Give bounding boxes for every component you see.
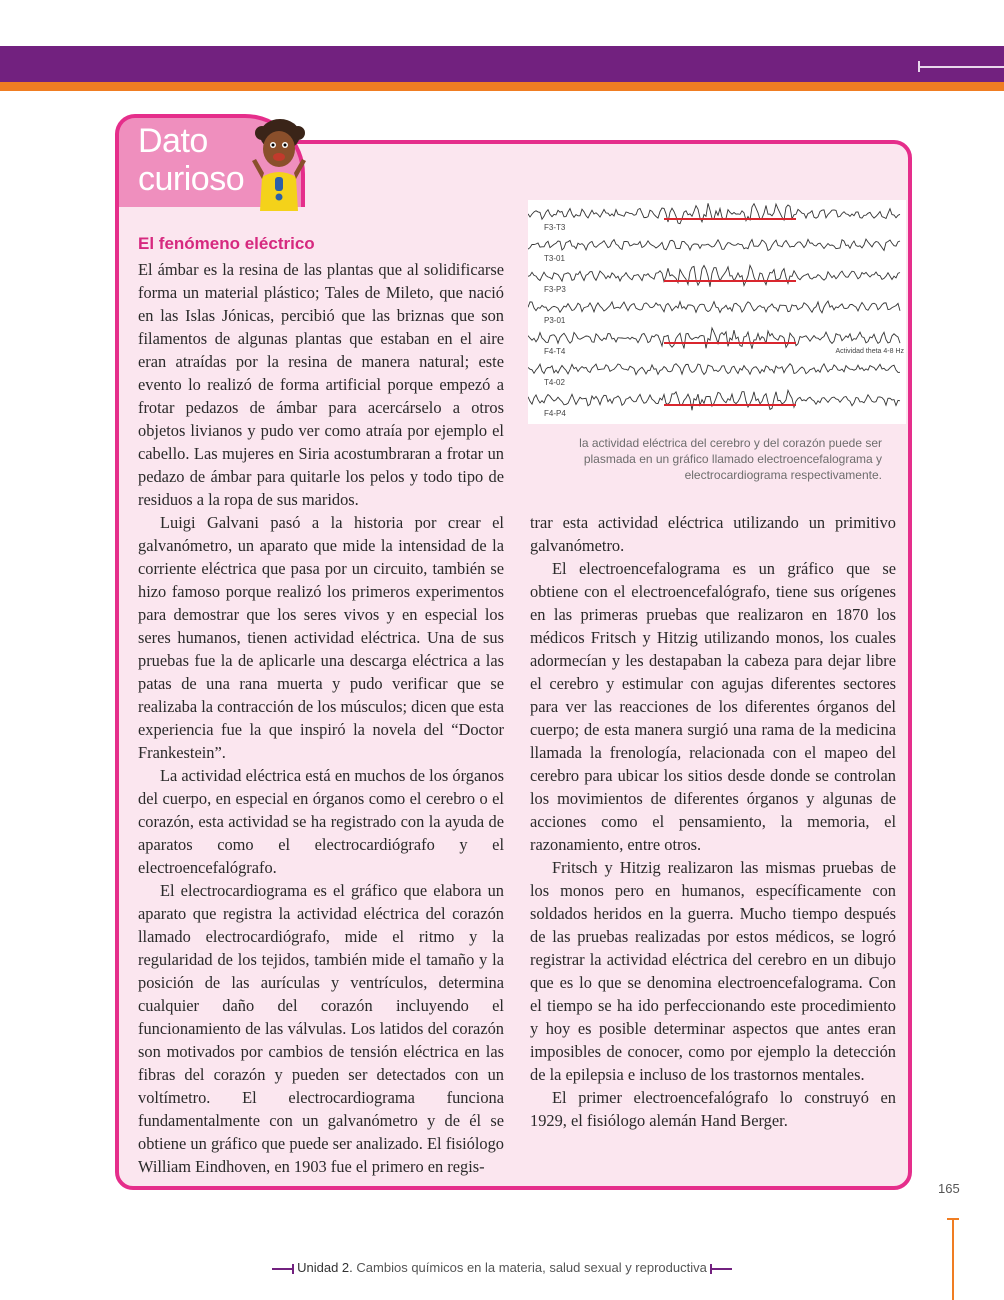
eeg-trace [528,328,900,349]
eeg-channel-label: F4-T4 [544,347,566,356]
eeg-trace [528,239,900,250]
eeg-channel-label: F3-T3 [544,223,566,232]
footer [0,1260,1004,1275]
paragraph: El electrocardiograma es el gráfico que elabora un aparato que registra la actividad eléctrica del corazón llamado electrocardiógrafo, mide el ritmo y la regularidad de los tejidos, también mide el tamaño y la posición de las aurículas y ventrículos, determina cualquier daño del corazón incluyendo el funcionamiento de las válvulas. Los latidos del corazón son motivados por cambios de tensión eléctrica en las fibras del corazón y pueden ser detectados con un voltímetro. El electrocardiograma funciona fundamentalmente con un galvanómetro y de él se obtiene un gráfico que puede ser analizado. El fisiólogo William Eindhoven, en 1903 fue el primero en regis- [138,881,504,1176]
eeg-trace [528,390,900,410]
header-band [0,46,1004,82]
page-number: 165 [938,1181,960,1196]
eeg-channel-label: T4-02 [544,378,565,387]
section-title: El fenómeno eléctrico [138,234,315,253]
paragraph: La actividad eléctrica está en muchos de los órganos del cuerpo, en especial en órganos como el cerebro o el corazón, esta actividad se ha registrado con la ayuda de aparatos como el electrocardiógrafo y el electroencefalógrafo. [138,766,504,877]
footer-text: Cambios químicos en la materia, salud sexual y reproductiva [356,1260,707,1275]
header-tick-cap [918,61,920,72]
left-column [138,258,504,1178]
paragraph: Fritsch y Hitzig realizaron las mismas pruebas de los monos pero en humanos, específicamente con soldados heridos en la guerra. Mucho tiempo después de las pruebas realizadas por estos médicos, se logró registrar la actividad eléctrica del cerebro en un dibujo que es lo que se denomina electroencefalograma. Con el tiempo se ha ido perfeccionando este procedimiento y hoy es posible determinar aspectos que antes eran imposibles de conocer, como por ejemplo la detección de la epilepsia e incluso de los trastornos mentales. [530,858,896,1084]
footer-unit: Unidad 2. [297,1260,353,1275]
footer-rule-right [710,1268,732,1270]
figure-caption: la actividad eléctrica del cerebro y del corazón puede ser plasmada en un gráfico llamado electroencefalograma y electrocardiograma respectivamente. [579,436,882,482]
eeg-trace [528,364,900,375]
eeg-trace [528,203,900,223]
paragraph: Luigi Galvani pasó a la historia por crear el galvanómetro, un aparato que mide la intensidad de la corriente eléctrica que pasa por un circuito, también se hizo famoso porque realizó los primeros experimentos para demostrar que los seres vivos y en especial los seres humanos, tienen actividad eléctrica. Una de sus pruebas fue la de aplicarle una descarga eléctrica a las patas de una rana muerta y pudo verificar que se realizaba la contracción de los músculos; dicen que esta experiencia fue la que inspiró la novela del “Doctor Frankestein”. [138,513,504,762]
eeg-annotation: Actividad theta 4-8 Hz [835,348,904,355]
paragraph: trar esta actividad eléctrica utilizando un primitivo galvanómetro. [530,513,896,555]
fact-box-title-line2: curioso [138,160,245,198]
eeg-channel-label: T3-01 [544,254,565,263]
fact-box-title-line1: Dato [138,122,208,160]
header-accent-stripe [0,82,1004,91]
eeg-figure [528,200,906,424]
header-tick-line [918,66,1004,68]
eeg-channel-label: F4-P4 [544,409,566,418]
eeg-channel-label: F3-P3 [544,285,566,294]
right-column [530,511,896,1132]
child-mascot-icon [248,113,308,213]
footer-rule-left [272,1268,294,1270]
eeg-traces [528,200,906,424]
paragraph: El primer electroencefalógrafo lo construyó en 1929, el fisiólogo alemán Hand Berger. [530,1088,896,1130]
paragraph: El ámbar es la resina de las plantas que al solidificarse forma un material plástico; Tales de Mileto, que nació en las Islas Jónicas, percibió que las briznas que son filamentos de algunas plantas que estaban en el aire eran atraídas por la resina de manera natural; este evento lo realizó de forma artificial porque empezó a frotar pedazos de ámbar para acercárselo a otros objetos livianos y pudo ver como atraía por ejemplo el cabello. Las mujeres en Siria acostumbraran a frotar un pedazo de ámbar para quitarle los pelos y todo tipo de residuos a la ropa de sus maridos. [138,260,504,509]
paragraph: El electroencefalograma es un gráfico que se obtiene con el electroencefalógrafo, tiene sus orígenes en las primeras pruebas que realizaron en 1870 los médicos Fritsch y Hitzig utilizando monos, los cuales adormecían y les destapaban la cabeza para dejar libre el cerebro y estimular con agujas diferentes sectores para ver las reacciones de los diferentes órganos del cuerpo; de esta manera surgió una rama de la medicina llamada la frenología, relacionada con el mapeo del cerebro para ubicar los sitios desde donde se controlan los movimientos de diferentes órganos y algunas de acciones como el pensamiento, la memoria, el razonamiento, entre otros. [530,559,896,854]
eeg-trace [528,301,900,313]
eeg-trace [528,265,900,286]
eeg-channel-label: P3-01 [544,316,566,325]
